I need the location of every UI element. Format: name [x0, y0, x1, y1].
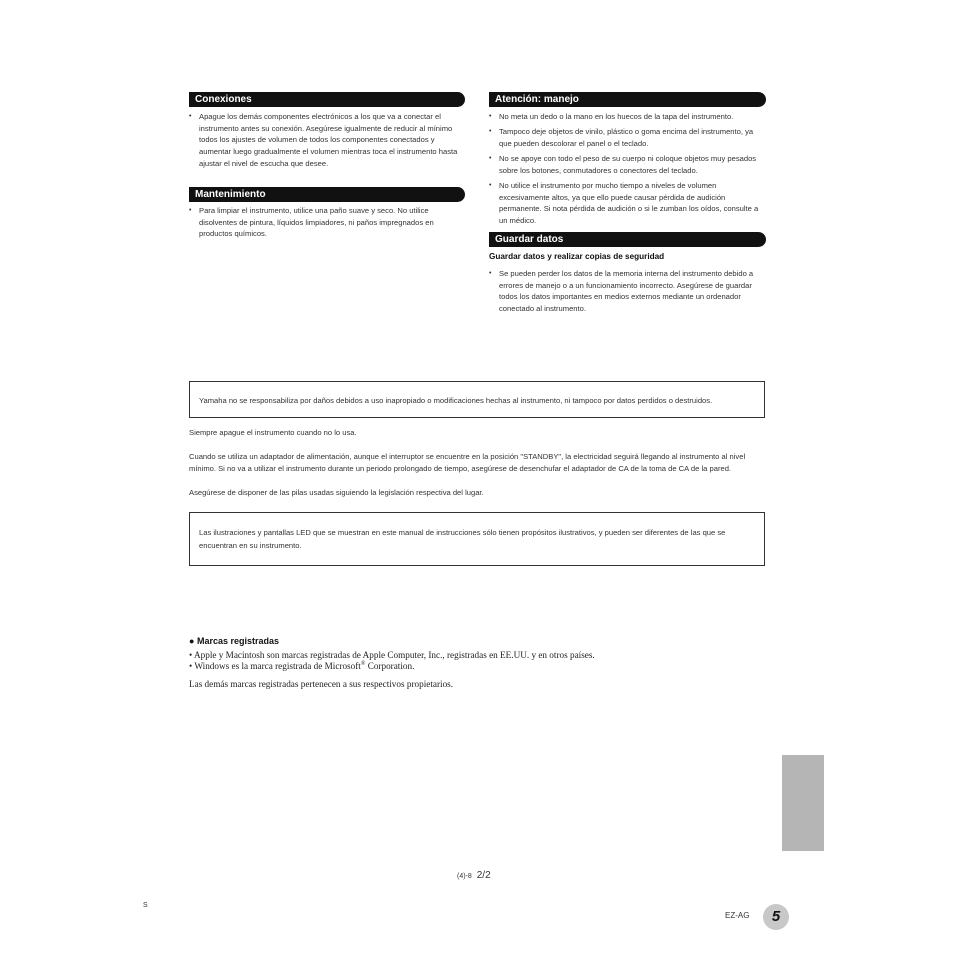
section-header-atencion: Atención: manejo: [489, 92, 766, 107]
registered-mark: ®: [360, 661, 366, 667]
atencion-list: [489, 111, 763, 230]
section-header-guardar: Guardar datos: [489, 232, 766, 247]
list-item: • Se pueden perder los datos de la memoria interna del instrumento debido a errores de manejo o a un funcionamiento incorrecto. Asegúrese de guardar todos los datos importantes en medios externos mediante un ordenador conectado al instrumento.: [489, 268, 763, 315]
list-item: • Apague los demás componentes electrónicos a los que va a conectar el instrumento antes su conexión. Asegúrese igualmente de reducir al mínimo todos los ajustes de volumen de todos los componentes conectados y aumentar luego gradualmente el volumen mientras toca el instrumento hasta ajustar el nivel de escucha que desee.: [189, 111, 461, 170]
language-side-tab: [782, 755, 824, 851]
guardar-subheading: Guardar datos y realizar copias de seguridad: [489, 252, 665, 261]
ref-code: (4)-8: [457, 873, 472, 880]
reference-code: [457, 870, 491, 881]
disclaimer-text: Yamaha no se responsabiliza por daños debidos a uso inapropiado o modificaciones hechas al instrumento, ni tampoco por datos perdidos o destruidos.: [199, 396, 713, 405]
trademark-line-windows-prefix: • Windows es la marca registrada de Microsoft: [189, 661, 361, 672]
list-item: • No se apoye con todo el peso de su cuerpo ni coloque objetos muy pesados sobre los botones, conmutadores o conectores del teclado.: [489, 153, 763, 176]
guardar-list: [489, 268, 763, 318]
list-item: • No meta un dedo o la mano en los huecos de la tapa del instrumento.: [489, 111, 763, 123]
trademark-line-windows: [189, 661, 414, 671]
page-number-badge: 5: [763, 904, 789, 930]
note-power-off: Siempre apague el instrumento cuando no lo usa.: [189, 428, 357, 437]
corner-mark: S: [143, 902, 148, 909]
trademarks-title-text: Marcas registradas: [196, 636, 279, 646]
illustration-notice-text: Las ilustraciones y pantallas LED que se muestran en este manual de instrucciones sólo tienen propósitos ilustrativos, y pueden ser diferentes de las que se encuentran en su instrumento.: [199, 528, 726, 550]
list-item: • Tampoco deje objetos de vinilo, plástico o goma encima del instrumento, ya que pueden descolorar el panel o el teclado.: [489, 126, 763, 149]
trademark-line-apple: • Apple y Macintosh son marcas registradas de Apple Computer, Inc., registradas en EE.UU. y en otros países.: [189, 650, 595, 660]
page-fraction: 2/2: [476, 870, 491, 881]
model-name: EZ-AG: [725, 911, 750, 920]
bullet-icon: ●: [189, 636, 195, 646]
note-batteries: Asegúrese de disponer de las pilas usadas siguiendo la legislación respectiva del lugar.: [189, 488, 484, 497]
trademarks-title: [189, 636, 279, 646]
section-header-mantenimiento: Mantenimiento: [189, 187, 465, 202]
trademark-line-windows-suffix: Corporation.: [365, 661, 415, 672]
list-item: • No utilice el instrumento por mucho tiempo a niveles de volumen excesivamente altos, ya que ello puede causar pérdida de audición permanente. Si nota pérdida de audición o si le zumban los oídos, consulte a un médico.: [489, 180, 763, 227]
section-header-conexiones: Conexiones: [189, 92, 465, 107]
mantenimiento-list: [189, 205, 461, 244]
disclaimer-box: [189, 381, 765, 418]
trademarks-footer: Las demás marcas registradas pertenecen a sus respectivos propietarios.: [189, 679, 454, 689]
illustration-notice-box: [189, 512, 765, 566]
conexiones-list: [189, 111, 461, 173]
note-adapter: Cuando se utiliza un adaptador de alimentación, aunque el interruptor se encuentre en la posición "STANDBY", la electricidad seguirá llegando al instrumento al nivel mínimo. Si no va a utilizar el instrumento durante un periodo prolongado de tiempo, asegúrese de desenchufar el adaptador de CA de la toma de CA de la pared.: [189, 452, 746, 473]
list-item: • Para limpiar el instrumento, utilice una paño suave y seco. No utilice disolventes de pintura, líquidos limpiadores, ni paños impregnados en productos químicos.: [189, 205, 461, 240]
